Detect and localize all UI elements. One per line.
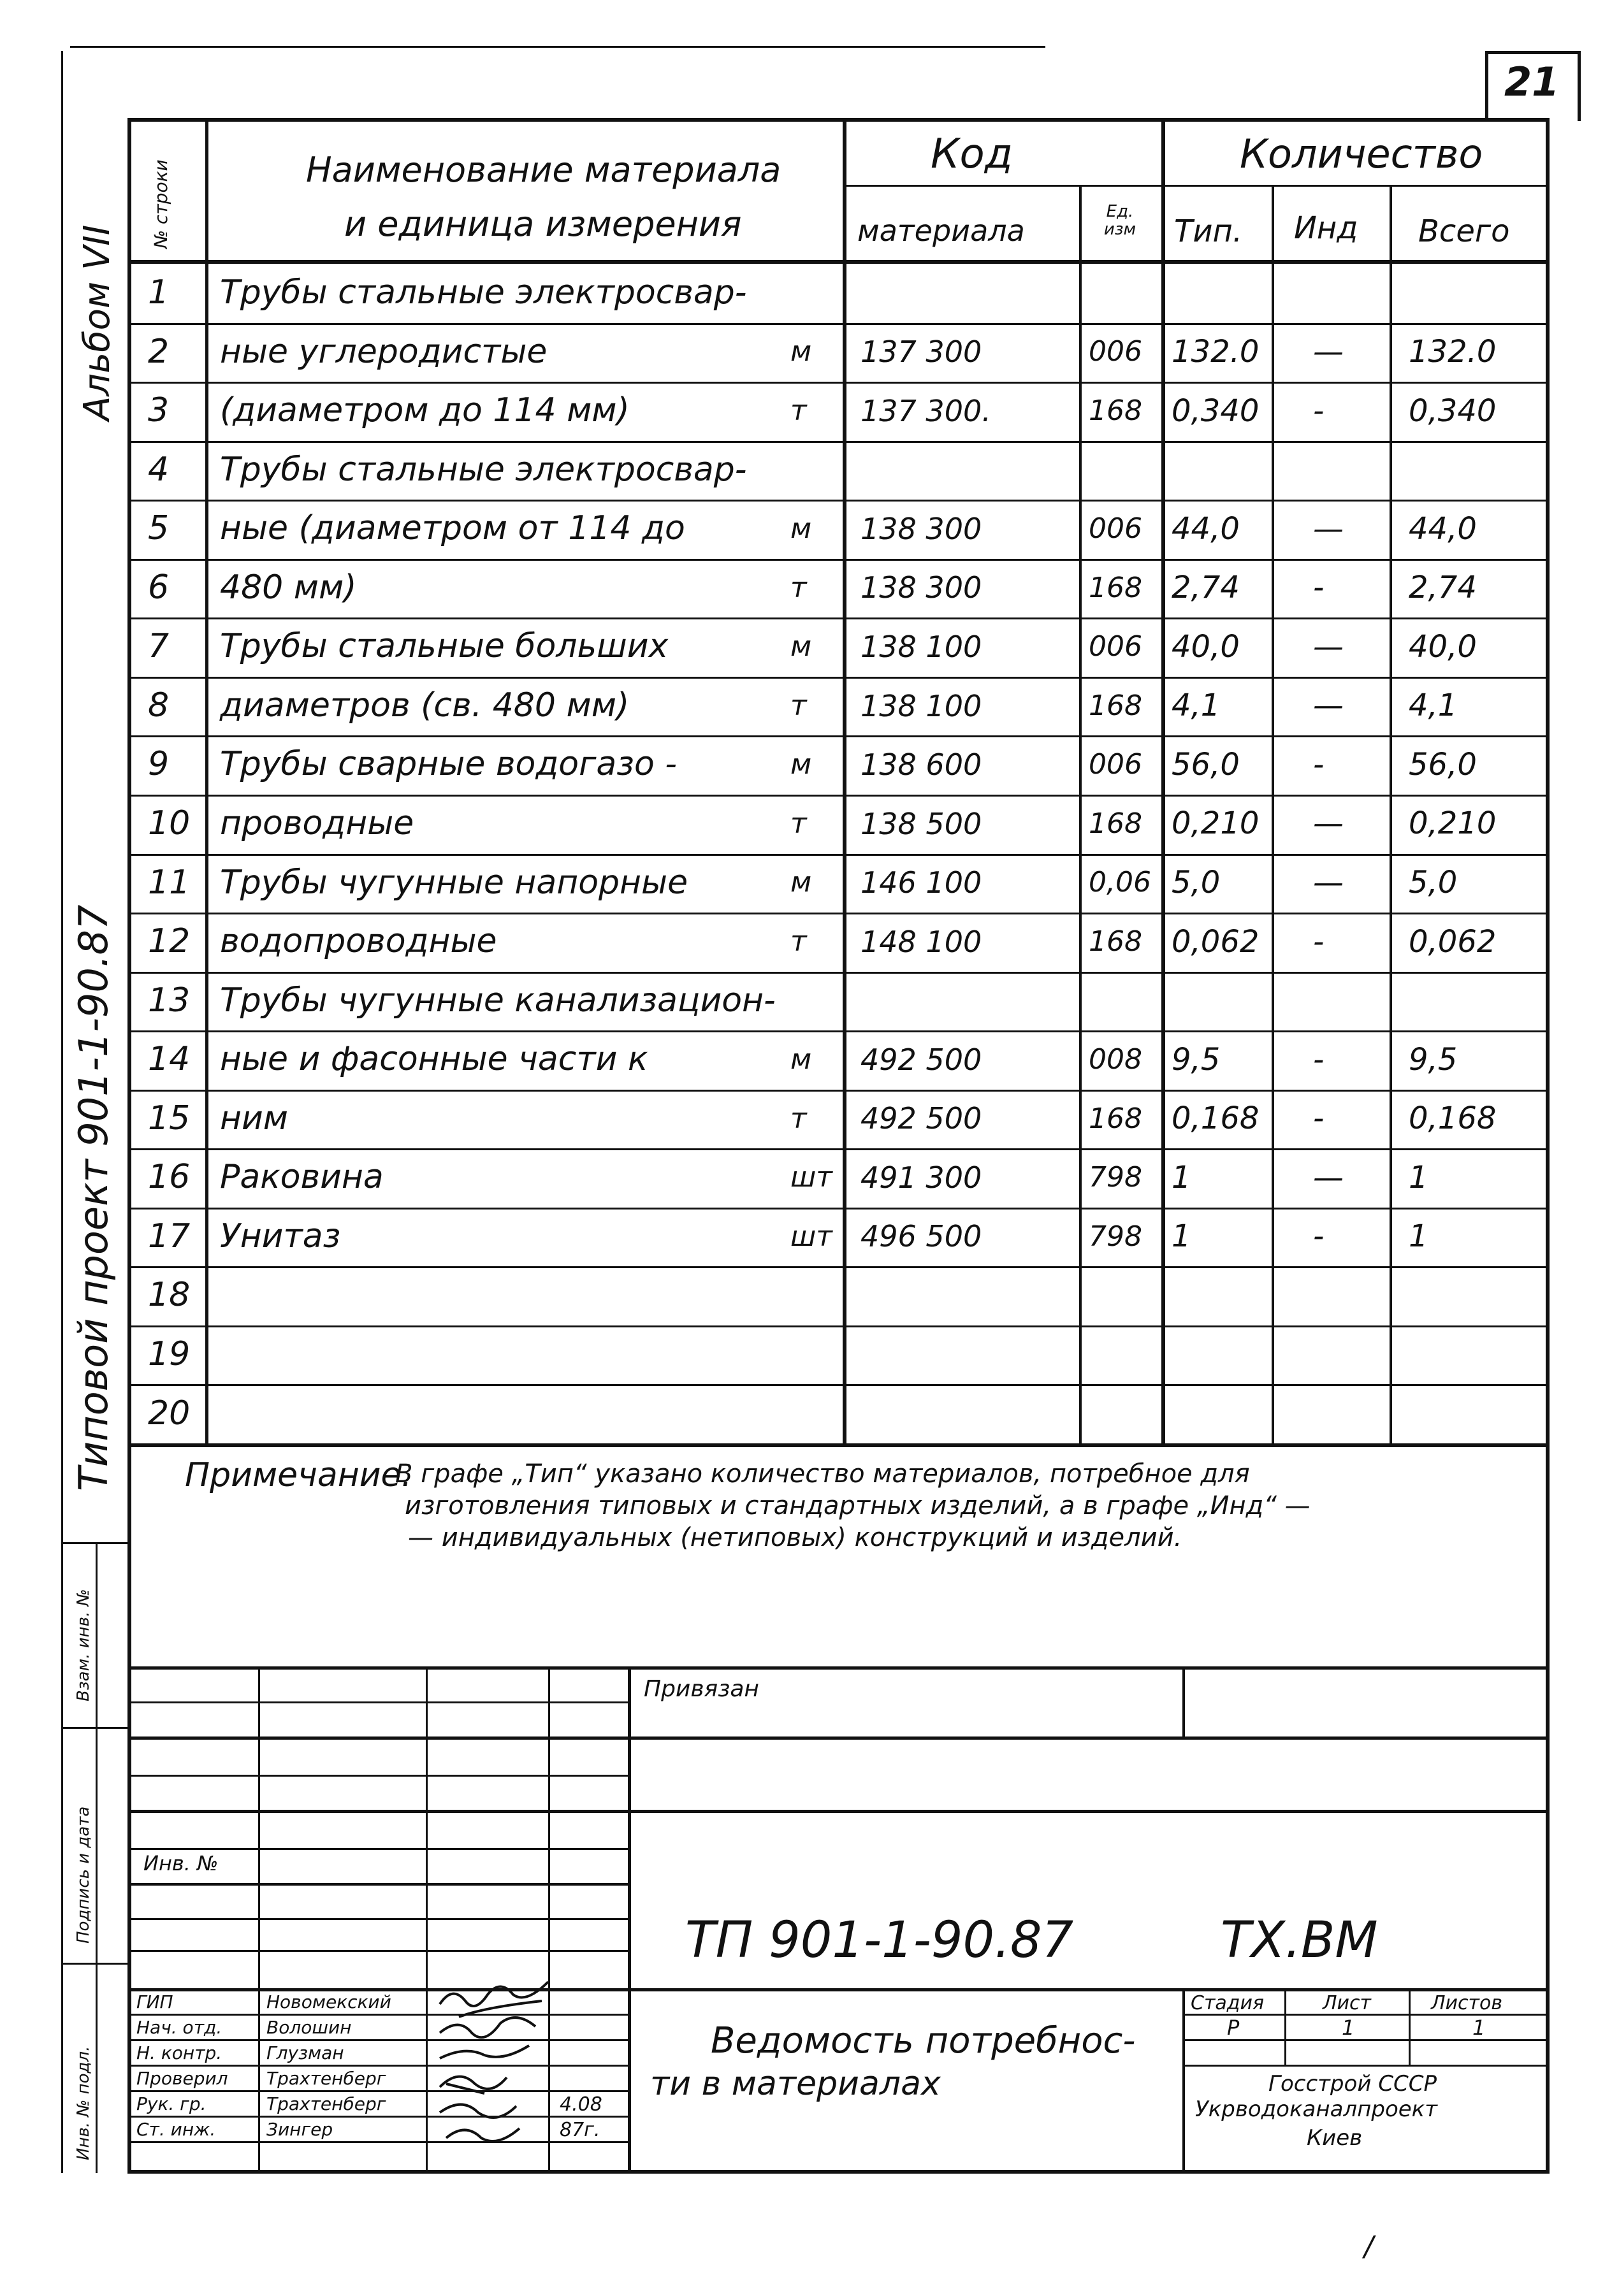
sheets-label: Листов bbox=[1431, 1992, 1503, 2014]
row-number: 8 bbox=[148, 686, 170, 725]
qty-individual: — bbox=[1313, 865, 1344, 900]
qty-total: 0,340 bbox=[1409, 393, 1497, 429]
row-divider bbox=[127, 795, 1550, 797]
row-number: 10 bbox=[148, 804, 191, 842]
qty-typical: 9,5 bbox=[1172, 1042, 1221, 1078]
unit-label: м bbox=[790, 630, 812, 663]
material-code: 146 100 bbox=[860, 865, 982, 900]
row-divider bbox=[127, 1090, 1550, 1092]
unit-label: шт bbox=[790, 1161, 832, 1194]
qty-typical: 56,0 bbox=[1172, 747, 1240, 783]
qty-individual: — bbox=[1313, 334, 1344, 370]
staff-name: Волошин bbox=[266, 2017, 352, 2038]
qty-individual: - bbox=[1313, 1042, 1325, 1078]
material-name: (диаметром до 114 мм) bbox=[220, 391, 630, 430]
row-divider bbox=[127, 972, 1550, 974]
staff-name: Зингер bbox=[266, 2119, 333, 2140]
qty-total: 40,0 bbox=[1409, 629, 1477, 665]
unit-label: м bbox=[790, 335, 812, 368]
col-code-material-header: материала bbox=[857, 213, 1025, 248]
document-mark: ТХ.ВМ bbox=[1221, 1912, 1378, 1969]
document-title-line2: ти в материалах bbox=[650, 2065, 941, 2103]
staff-role: Проверил bbox=[136, 2068, 228, 2089]
footer-mark: / bbox=[1364, 2230, 1374, 2263]
qty-individual: - bbox=[1313, 1218, 1325, 1254]
material-code: 138 100 bbox=[860, 630, 982, 664]
qty-typical: 1 bbox=[1172, 1218, 1191, 1254]
row-divider bbox=[127, 382, 1550, 384]
qty-total: 4,1 bbox=[1409, 688, 1458, 723]
date-2: 87г. bbox=[560, 2119, 600, 2141]
row-divider bbox=[127, 1325, 1550, 1327]
inv-number-label: Инв. № bbox=[143, 1851, 219, 1875]
row-divider bbox=[127, 677, 1550, 679]
unit-label: т bbox=[790, 1102, 807, 1135]
qty-typical: 0,062 bbox=[1172, 924, 1260, 960]
inv-podl-label: Инв. № подл. bbox=[74, 2046, 93, 2160]
qty-typical: 2,74 bbox=[1172, 570, 1240, 605]
row-number: 13 bbox=[148, 981, 191, 1020]
row-number: 7 bbox=[148, 627, 170, 665]
staff-role: Н. контр. bbox=[136, 2042, 222, 2063]
row-divider bbox=[127, 1208, 1550, 1209]
unit-label: м bbox=[790, 1043, 812, 1076]
unit-label: шт bbox=[790, 1220, 832, 1253]
qty-individual: - bbox=[1313, 1101, 1325, 1136]
note-label: Примечание. bbox=[185, 1456, 412, 1494]
vzam-inv-label: Взам. инв. № bbox=[74, 1589, 93, 1701]
material-name: Трубы сварные водогазо - bbox=[220, 745, 678, 783]
sheets-value: 1 bbox=[1472, 2016, 1486, 2040]
material-code: 138 600 bbox=[860, 747, 982, 782]
material-name: водопроводные bbox=[220, 922, 497, 960]
row-number: 4 bbox=[148, 451, 170, 489]
staff-role: Нач. отд. bbox=[136, 2017, 222, 2038]
unit-code: 168 bbox=[1089, 807, 1142, 840]
material-name: Трубы стальные электросвар- bbox=[220, 273, 747, 312]
qty-total: 0,168 bbox=[1409, 1101, 1497, 1136]
qty-total: 5,0 bbox=[1409, 865, 1458, 900]
organization-line2: Укрводоканалпроект bbox=[1195, 2097, 1438, 2122]
row-number: 11 bbox=[148, 863, 191, 902]
qty-total: 1 bbox=[1409, 1160, 1428, 1195]
qty-total: 44,0 bbox=[1409, 511, 1477, 547]
qty-typical: 40,0 bbox=[1172, 629, 1240, 665]
qty-total: 2,74 bbox=[1409, 570, 1477, 605]
page-number: 21 bbox=[1504, 59, 1560, 105]
unit-code: 168 bbox=[1089, 572, 1142, 604]
material-name: Трубы стальные электросвар- bbox=[220, 451, 747, 489]
row-number: 12 bbox=[148, 922, 191, 960]
album-label: Альбом VII bbox=[76, 224, 118, 421]
unit-code: 168 bbox=[1089, 1102, 1142, 1135]
row-number: 20 bbox=[148, 1394, 191, 1433]
unit-label: т bbox=[790, 394, 807, 427]
row-divider bbox=[127, 913, 1550, 914]
qty-individual: - bbox=[1313, 924, 1325, 960]
note-line-1: В графе „Тип“ указано количество материалов, потребное для bbox=[395, 1459, 1250, 1489]
qty-individual: — bbox=[1313, 511, 1344, 547]
row-number: 18 bbox=[148, 1276, 191, 1314]
material-name: ним bbox=[220, 1099, 289, 1137]
unit-code: 168 bbox=[1089, 394, 1142, 427]
material-code: 137 300. bbox=[860, 394, 991, 428]
qty-total: 0,210 bbox=[1409, 805, 1497, 841]
project-label: Типовой проект 901-1-90.87 bbox=[70, 904, 117, 1491]
qty-typical: 1 bbox=[1172, 1160, 1191, 1195]
unit-label: т bbox=[790, 690, 807, 722]
stage-label: Стадия bbox=[1191, 1992, 1265, 2014]
unit-code: 006 bbox=[1089, 512, 1142, 545]
unit-code: 798 bbox=[1089, 1220, 1142, 1253]
unit-label: т bbox=[790, 925, 807, 958]
qty-individual: - bbox=[1313, 393, 1325, 429]
document-title-line1: Ведомость потребнос- bbox=[711, 2020, 1136, 2061]
unit-code: 008 bbox=[1089, 1043, 1142, 1076]
unit-label: м bbox=[790, 866, 812, 899]
qty-individual: — bbox=[1313, 688, 1344, 723]
material-name: ные углеродистые bbox=[220, 333, 548, 371]
material-name: Трубы стальные больших bbox=[220, 627, 669, 665]
qty-typical: 4,1 bbox=[1172, 688, 1221, 723]
staff-role: Ст. инж. bbox=[136, 2119, 216, 2140]
material-name: ные (диаметром от 114 до bbox=[220, 509, 685, 547]
material-code: 138 100 bbox=[860, 689, 982, 723]
material-code: 492 500 bbox=[860, 1101, 982, 1136]
qty-individual: - bbox=[1313, 570, 1325, 605]
material-name: Раковина bbox=[220, 1158, 384, 1196]
qty-individual: — bbox=[1313, 629, 1344, 665]
unit-label: т bbox=[790, 572, 807, 604]
material-code: 138 300 bbox=[860, 512, 982, 546]
material-name: проводные bbox=[220, 804, 414, 842]
privyazan-label: Привязан bbox=[644, 1676, 759, 1702]
col-code-unit-header: Ед. изм bbox=[1103, 202, 1136, 239]
qty-total: 132.0 bbox=[1409, 334, 1497, 370]
unit-label: м bbox=[790, 748, 812, 781]
row-number: 16 bbox=[148, 1158, 191, 1196]
material-code: 137 300 bbox=[860, 335, 982, 369]
row-number: 17 bbox=[148, 1217, 191, 1255]
qty-total: 56,0 bbox=[1409, 747, 1477, 783]
note-line-2: изготовления типовых и стандартных изделий, а в графе „Инд“ — bbox=[405, 1491, 1310, 1520]
organization-line3: Киев bbox=[1307, 2125, 1363, 2151]
qty-total: 9,5 bbox=[1409, 1042, 1458, 1078]
row-number: 1 bbox=[148, 273, 170, 312]
row-number: 5 bbox=[148, 509, 170, 547]
material-name: Трубы чугунные канализацион- bbox=[220, 981, 776, 1020]
qty-individual: - bbox=[1313, 747, 1325, 783]
row-number: 15 bbox=[148, 1099, 191, 1137]
qty-typical: 0,340 bbox=[1172, 393, 1260, 429]
material-code: 491 300 bbox=[860, 1160, 982, 1195]
col-name-header-line2: и единица измерения bbox=[344, 204, 742, 244]
staff-name: Трахтенберг bbox=[266, 2068, 386, 2089]
row-divider bbox=[127, 441, 1550, 443]
row-divider bbox=[127, 735, 1550, 737]
material-code: 138 500 bbox=[860, 807, 982, 841]
staff-role: ГИП bbox=[136, 1991, 173, 2012]
material-name: Трубы чугунные напорные bbox=[220, 863, 688, 902]
col-qty-tip-header: Тип. bbox=[1174, 213, 1243, 249]
material-code: 138 300 bbox=[860, 570, 982, 605]
row-divider bbox=[127, 617, 1550, 619]
material-name: ные и фасонные части к bbox=[220, 1040, 648, 1078]
qty-individual: — bbox=[1313, 805, 1344, 841]
material-code: 492 500 bbox=[860, 1043, 982, 1077]
qty-typical: 132.0 bbox=[1172, 334, 1260, 370]
row-number: 2 bbox=[148, 333, 170, 371]
sheet-label: Лист bbox=[1323, 1992, 1372, 2014]
qty-individual: — bbox=[1313, 1160, 1344, 1195]
sheet-value: 1 bbox=[1342, 2016, 1355, 2040]
qty-total: 1 bbox=[1409, 1218, 1428, 1254]
podpis-data-label: Подпись и дата bbox=[74, 1806, 93, 1944]
col-qty-ind-header: Инд bbox=[1294, 210, 1358, 246]
note-line-3: — индивидуальных (нетиповых) конструкций и изделий. bbox=[408, 1523, 1182, 1552]
material-name: Унитаз bbox=[220, 1217, 341, 1255]
material-code: 496 500 bbox=[860, 1219, 982, 1253]
date-1: 4.08 bbox=[560, 2093, 602, 2116]
unit-code: 168 bbox=[1089, 925, 1142, 958]
organization-line1: Госстрой СССР bbox=[1268, 2071, 1437, 2097]
row-divider bbox=[127, 323, 1550, 325]
row-number: 3 bbox=[148, 391, 170, 430]
staff-name: Глузман bbox=[266, 2042, 344, 2063]
col-code-group-header: Код bbox=[931, 131, 1013, 178]
qty-typical: 5,0 bbox=[1172, 865, 1221, 900]
qty-typical: 0,168 bbox=[1172, 1101, 1260, 1136]
material-name: 480 мм) bbox=[220, 568, 357, 607]
row-divider bbox=[127, 1266, 1550, 1268]
qty-typical: 44,0 bbox=[1172, 511, 1240, 547]
stage-value: Р bbox=[1227, 2016, 1240, 2040]
unit-code: 006 bbox=[1089, 335, 1142, 368]
unit-code: 798 bbox=[1089, 1161, 1142, 1194]
unit-label: т bbox=[790, 807, 807, 840]
row-divider bbox=[127, 559, 1550, 561]
material-name: диаметров (св. 480 мм) bbox=[220, 686, 630, 725]
unit-code: 006 bbox=[1089, 748, 1142, 781]
unit-code: 006 bbox=[1089, 630, 1142, 663]
row-divider bbox=[127, 1384, 1550, 1386]
staff-role: Рук. гр. bbox=[136, 2093, 207, 2114]
row-divider bbox=[127, 1148, 1550, 1150]
staff-name: Новомекский bbox=[266, 1991, 391, 2012]
row-number: 9 bbox=[148, 745, 170, 783]
col-qty-total-header: Всего bbox=[1418, 213, 1510, 249]
row-number: 6 bbox=[148, 568, 170, 607]
row-number: 19 bbox=[148, 1335, 191, 1373]
material-code: 148 100 bbox=[860, 925, 982, 959]
row-divider bbox=[127, 854, 1550, 856]
unit-label: м bbox=[790, 512, 812, 545]
unit-code: 168 bbox=[1089, 690, 1142, 722]
qty-typical: 0,210 bbox=[1172, 805, 1260, 841]
project-designation: ТП 901-1-90.87 bbox=[685, 1912, 1074, 1969]
unit-code: 0,06 bbox=[1089, 866, 1151, 899]
col-name-header-line1: Наименование материала bbox=[306, 150, 781, 190]
staff-name: Трахтенберг bbox=[266, 2093, 386, 2114]
qty-total: 0,062 bbox=[1409, 924, 1497, 960]
col-qty-group-header: Количество bbox=[1240, 131, 1483, 177]
row-number: 14 bbox=[148, 1040, 191, 1078]
col-number-header: № строки bbox=[150, 159, 171, 249]
row-divider bbox=[127, 1030, 1550, 1032]
row-divider bbox=[127, 500, 1550, 502]
